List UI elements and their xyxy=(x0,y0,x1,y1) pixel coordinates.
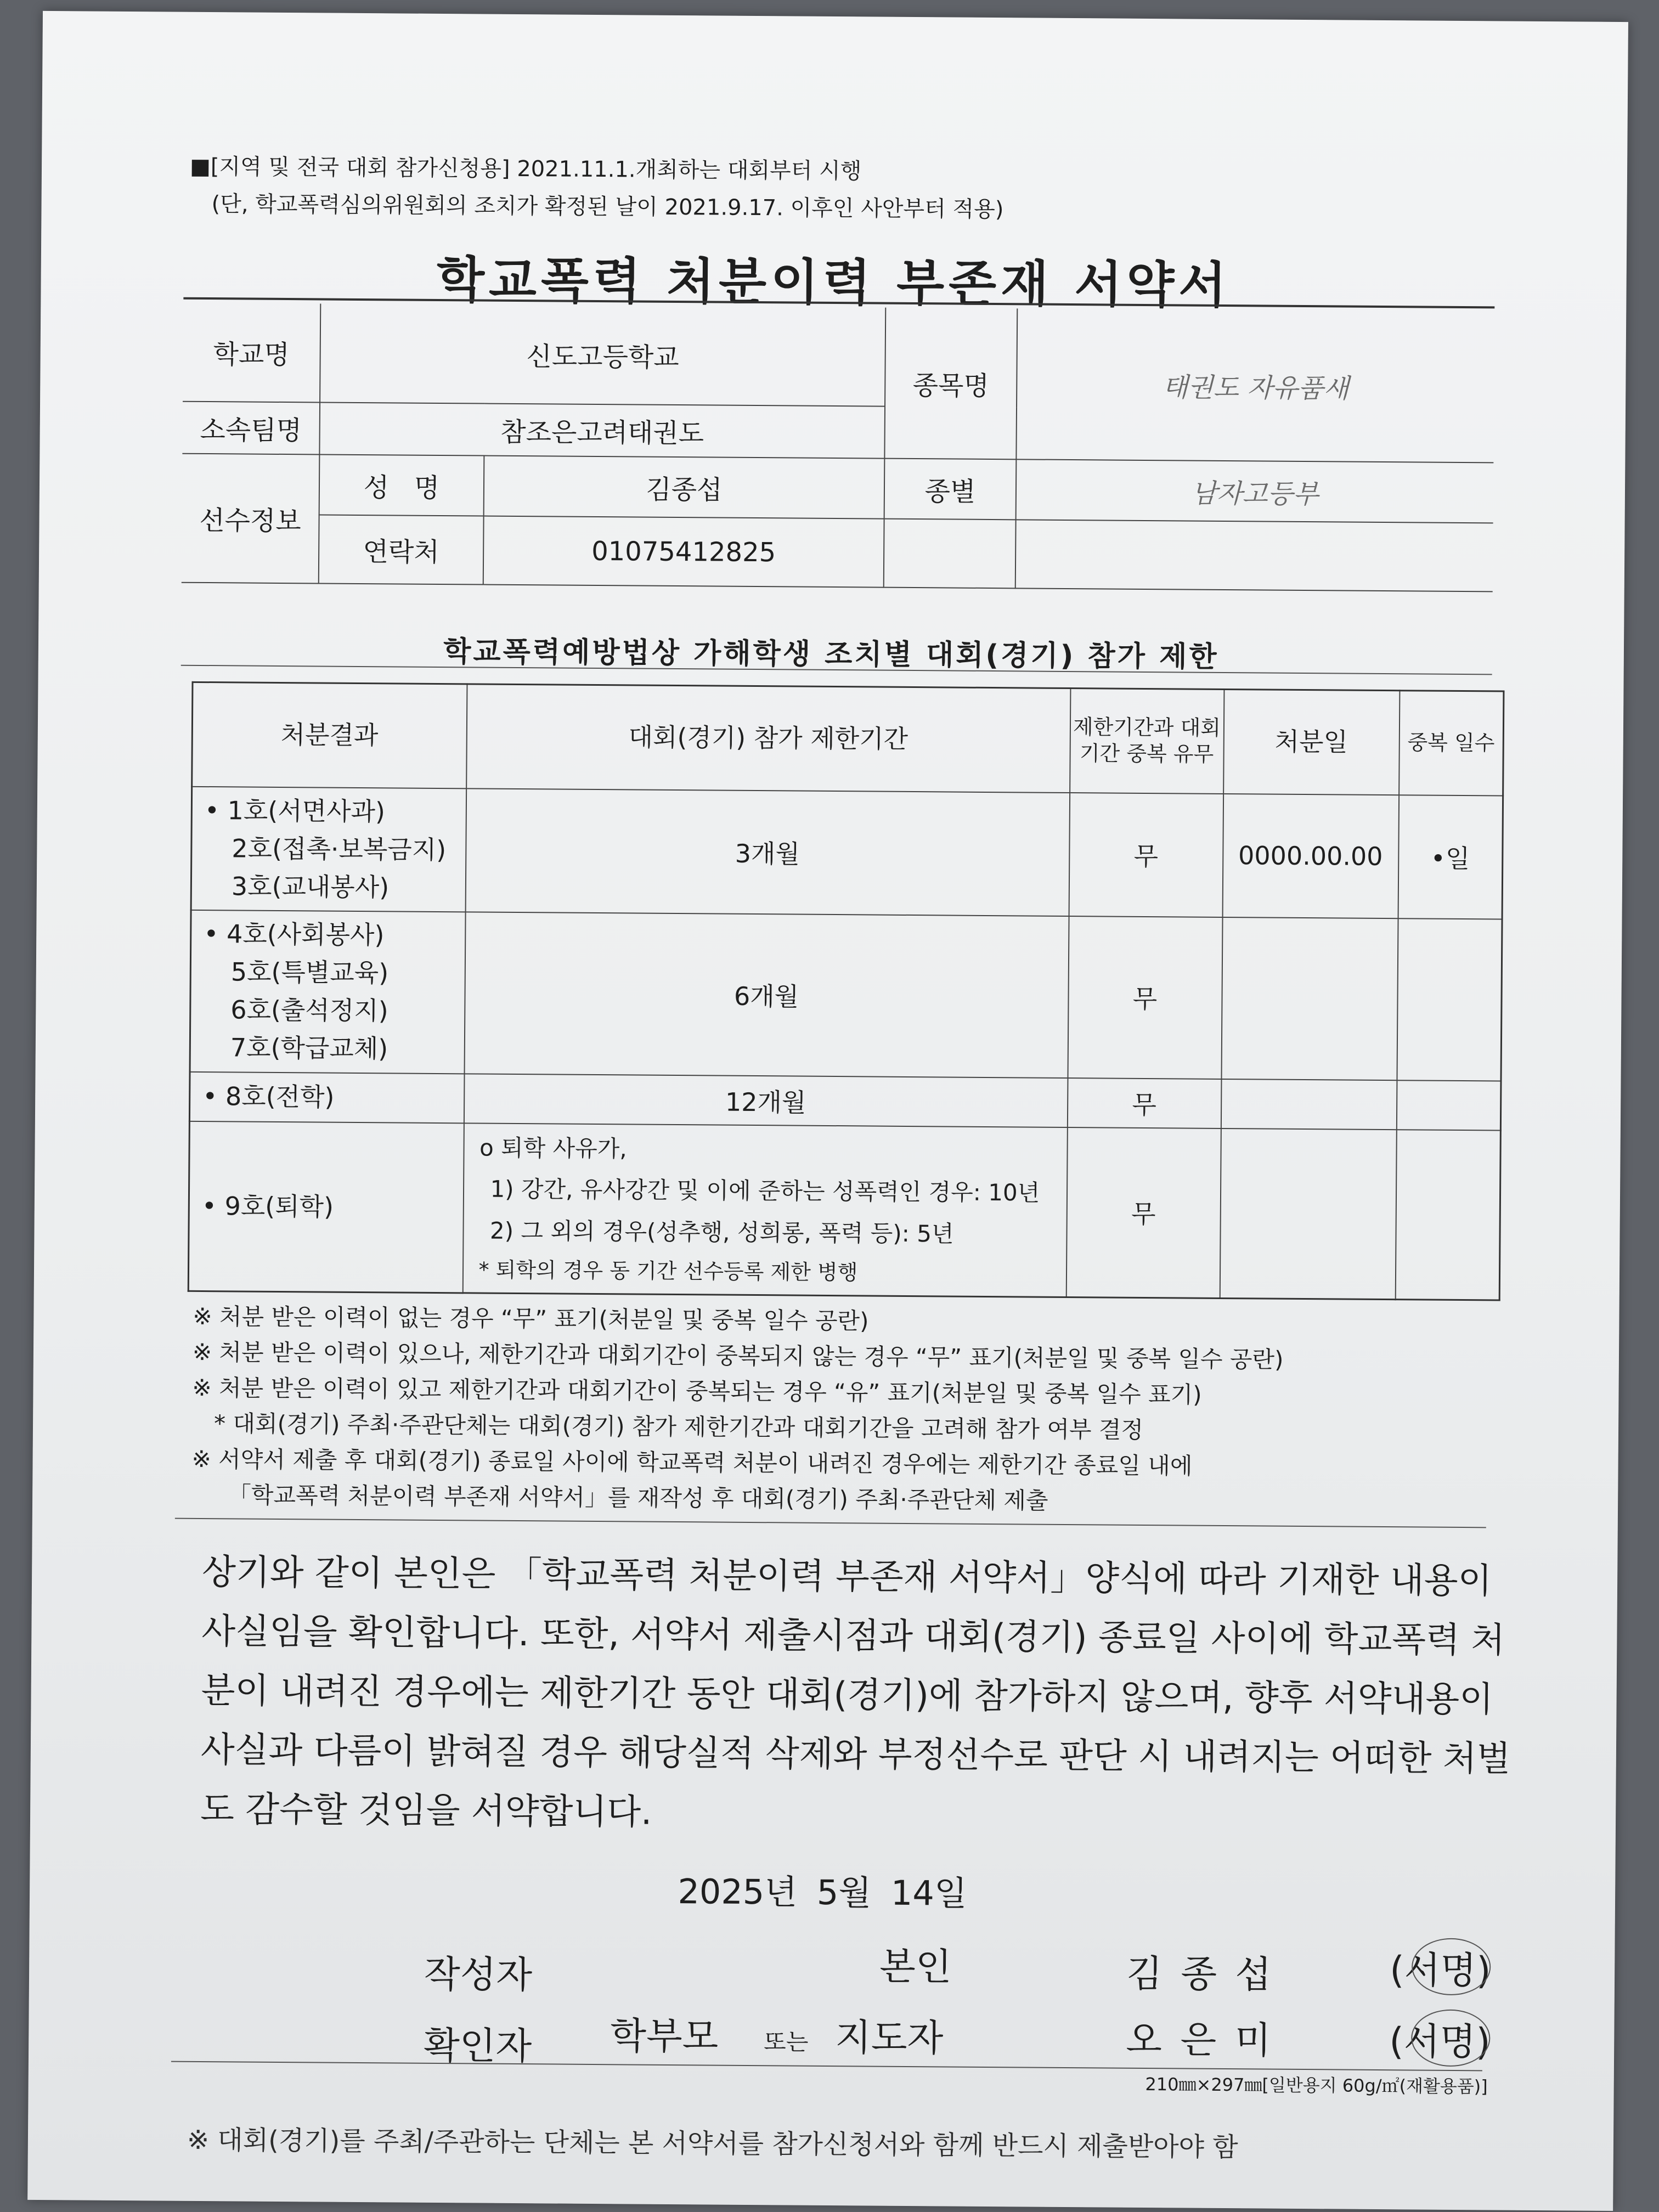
document-paper xyxy=(27,11,1628,2211)
date-cell: 0000.00.00 xyxy=(1222,793,1399,918)
date-cell xyxy=(1221,1079,1397,1129)
empty-cell xyxy=(1015,520,1493,591)
header-days: 중복 일수 xyxy=(1399,691,1504,795)
writer-label: 작성자 xyxy=(424,1953,533,1997)
confirmer-label: 확인자 xyxy=(423,2024,532,2069)
signing-date xyxy=(30,1860,1616,1920)
division-label: 종별 xyxy=(884,459,1017,520)
event-value: 태권도 자유품새 xyxy=(1016,308,1494,462)
document-title: 학교폭력 처분이력 부존재 서약서 xyxy=(436,251,1231,315)
contact-value: 01075412825 xyxy=(483,516,884,588)
team-value: 참조은고려태권도 xyxy=(319,402,885,458)
date-month: 5월 xyxy=(816,1872,872,1913)
date-cell xyxy=(1220,1128,1396,1299)
note-item: ※ 처분 받은 이력이 없는 경우 “무” 표기(처분일 및 중복 일수 공란) xyxy=(193,1302,869,1335)
pledge-divider xyxy=(175,1518,1486,1528)
writer-role: 본인 xyxy=(879,1945,952,1989)
confirmer-role-coach: 지도자 xyxy=(835,2016,944,2061)
notes-list xyxy=(191,1299,1284,1520)
notice-line-1: ■[지역 및 전국 대회 참가신청용] 2021.11.1.개최하는 대회부터 시행 xyxy=(189,154,862,184)
paper-spec: 210㎜×297㎜[일반용지 60g/㎡(재활용품)] xyxy=(1145,2074,1488,2097)
name-value: 김종섭 xyxy=(484,456,885,519)
overlap-cell: 무 xyxy=(1069,793,1223,917)
header-date: 처분일 xyxy=(1223,689,1400,794)
restriction-section-title: 학교폭력예방법상 가해학생 조치별 대회(경기) 참가 제한 xyxy=(443,635,1219,674)
days-cell xyxy=(1396,1080,1501,1130)
note-item: ※ 처분 받은 이력이 있고 제한기간과 대회기간이 중복되는 경우 “유” 표기(처분일 및 중복 일수 표기) xyxy=(192,1374,1202,1408)
contact-label: 연락처 xyxy=(319,515,484,584)
or-word: 또는 xyxy=(764,2028,809,2056)
empty-cell xyxy=(884,519,1016,589)
result-cell: • 9호(퇴학) xyxy=(188,1121,464,1293)
table-row xyxy=(191,786,1503,919)
table-row xyxy=(188,1121,1500,1300)
applicant-info-table xyxy=(182,303,1495,592)
overlap-cell: 무 xyxy=(1067,1078,1221,1128)
player-info-label: 선수정보 xyxy=(182,454,320,584)
pledge-text: 상기와 같이 본인은 「학교폭력 처분이력 부존재 서약서」양식에 따라 기재한 내용이 사실임을 확인합니다. 또한, 서약서 제출시점과 대회(경기) 종료일 사이에 학교폭력 처분이 내려진 경우에는 제한기간 동안 대회(경기)에 참가하지 않으며, 향후 서약내용이 사실과 다름이 밝혀질 경우 해당실적 삭제와 부정선수로 판단 시 내려지는 어떠한 처벌도 감수할 것임을 서약합니다. xyxy=(200,1552,1511,1833)
days-cell xyxy=(1395,1130,1500,1300)
result-cell: • 8호(전학) xyxy=(189,1071,464,1122)
period-cell: 6개월 xyxy=(464,912,1069,1078)
writer-name: 김 종 섭 xyxy=(1126,1952,1275,1997)
date-year: 2025년 xyxy=(678,1871,798,1912)
note-item: * 대회(경기) 주최·주관단체는 대회(경기) 참가 제한기간과 대회기간을 고려해 참가 여부 결정 xyxy=(191,1409,1144,1443)
event-label: 종목명 xyxy=(884,308,1017,460)
result-cell: • 4호(사회봉사) 5호(특별교육) 6호(출석정지) 7호(학급교체) xyxy=(190,910,465,1073)
header-overlap: 제한기간과 대회기간 중복 유무 xyxy=(1070,689,1224,794)
overlap-cell: 무 xyxy=(1066,1127,1221,1298)
table-row xyxy=(189,1071,1501,1130)
bottom-divider xyxy=(171,2061,1482,2072)
period-cell: o 퇴학 사유가, 1) 강간, 유사강간 및 이에 준하는 성폭력인 경우: 10년 2) 그 외의 경우(성추행, 성희롱, 폭력 등): 5년 * 퇴학의 경우 동 기간 선수등록 제한 병행 xyxy=(462,1123,1067,1297)
note-item: ※ 처분 받은 이력이 있으나, 제한기간과 대회기간이 중복되지 않는 경우 “무” 표기(처분일 및 중복 일수 공란) xyxy=(192,1338,1284,1373)
measures-table xyxy=(188,681,1505,1301)
confirmer-sign-label: (서명) xyxy=(1389,2020,1491,2064)
note-item: ※ 서약서 제출 후 대회(경기) 종료일 사이에 학교폭력 처분이 내려진 경우에는 제한기간 종료일 내에 xyxy=(191,1445,1193,1480)
header-result: 처분결과 xyxy=(192,682,467,788)
days-cell xyxy=(1397,918,1502,1081)
notice-line-2: (단, 학교폭력심의위원회의 조치가 확정된 날이 2021.9.17. 이후인 사안부터 적용) xyxy=(211,191,1004,223)
period-cell: 12개월 xyxy=(464,1074,1068,1127)
overlap-cell: 무 xyxy=(1068,916,1222,1079)
footer-notice: ※ 대회(경기)를 주최/주관하는 단체는 본 서약서를 참가신청서와 함께 반드시 제출받아야 함 xyxy=(187,2124,1238,2163)
school-value: 신도고등학교 xyxy=(320,303,885,406)
team-label: 소속팀명 xyxy=(182,402,320,455)
confirmer-role-parent: 학부모 xyxy=(610,2015,719,2059)
school-label: 학교명 xyxy=(183,303,320,403)
table-row xyxy=(190,910,1502,1081)
header-period: 대회(경기) 참가 제한기간 xyxy=(466,684,1070,793)
confirmer-name: 오 은 미 xyxy=(1125,2018,1274,2063)
days-cell: •일 xyxy=(1398,795,1503,919)
note-item: 「학교폭력 처분이력 부존재 서약서」를 재작성 후 대회(경기) 주최·주관단체 제출 xyxy=(191,1481,1048,1514)
signature-mark xyxy=(1411,2009,1491,2067)
date-day: 14일 xyxy=(890,1872,968,1914)
name-label: 성 명 xyxy=(319,454,484,516)
writer-sign-label: (서명) xyxy=(1389,1949,1491,1993)
date-cell xyxy=(1221,917,1398,1080)
period-cell: 3개월 xyxy=(465,788,1070,916)
division-value: 남자고등부 xyxy=(1016,459,1494,523)
result-cell: • 1호(서면사과) 2호(접촉·보복금지) 3호(교내봉사) xyxy=(191,786,466,911)
signature-mark xyxy=(1412,1938,1491,1995)
